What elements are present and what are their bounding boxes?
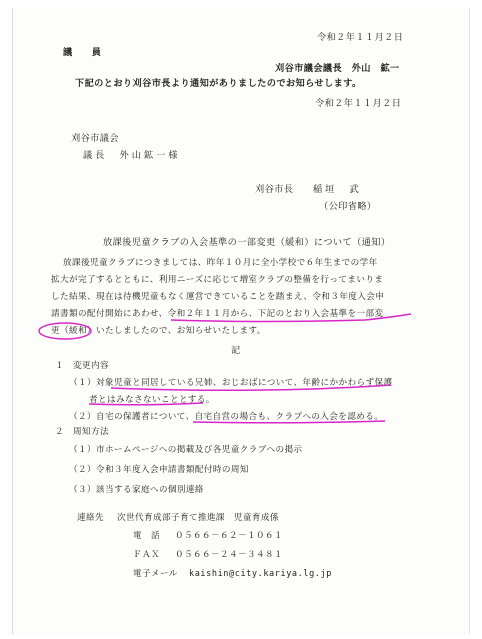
- body-line: 請書類の配付開始にあわせ、令和２年１１月から、下記のとおり入会基準を一部変: [51, 309, 384, 319]
- document-page: [12, 8, 470, 634]
- body-line: 放課後児童クラブにつきましては、昨年１０月に全小学校で６年生までの学年: [63, 258, 378, 268]
- highlight-circle: [39, 323, 91, 339]
- highlight-underline: [193, 421, 385, 423]
- method-item: （１）市ホームページへの掲載及び各児童クラブへの掲示: [69, 445, 303, 455]
- seal-note: （公印省略）: [319, 201, 377, 212]
- tel-label: 電 話: [133, 531, 160, 541]
- recipient-org: 刈谷市議会: [71, 133, 119, 144]
- body-line: した結果、現在は待機児童もなく運営できていることを踏まえ、令和３年度入会申: [51, 292, 385, 302]
- method-item: （３）該当する家庭への個別連絡: [69, 485, 204, 495]
- change-item: （２）自宅の保護者について、自宅自営の場合も、クラブへの入会を認める。: [69, 412, 384, 422]
- fax-label: ＦＡＸ: [133, 550, 160, 560]
- section1-title: １ 変更内容: [55, 361, 109, 371]
- highlight-marks: [13, 8, 469, 634]
- email-label: 電子メール: [133, 569, 178, 579]
- tel-number: ０５６６－６２－１０６１: [175, 531, 283, 541]
- change-item: 者とはみなさないこととする。: [89, 395, 215, 405]
- body-line: 拡大が完了するとともに、利用ニーズに応じて増室クラブの整備を行ってまいりま: [51, 275, 384, 285]
- highlight-underline: [111, 385, 391, 390]
- sender-name: 稲垣 武: [313, 184, 362, 195]
- section2-title: ２ 周知方法: [55, 427, 109, 437]
- body-line: 更（緩和）いたしましたので、お知らせいたします。: [51, 326, 266, 336]
- memo-sender: 刈谷市議会議長 外山 鉱一: [275, 63, 400, 74]
- method-item: （２）令和３年度入会申請書類配付時の周知: [69, 465, 249, 475]
- memo-notice: 下記のとおり刈谷市長より通知がありましたのでお知らせします。: [75, 78, 362, 89]
- fax-number: ０５６６－２４－３４８１: [175, 550, 283, 560]
- change-item: （１）対象児童と同居している兄姉、おじおばについて、年齢にかかわらず保護: [69, 378, 393, 388]
- letter-date: 令和２年１１月２日: [315, 98, 402, 109]
- highlight-underline: [89, 403, 203, 405]
- contact-label: 連絡先: [77, 513, 104, 523]
- contact-dept: 次世代育成部子育て推進課 児童育成係: [117, 513, 279, 523]
- ki-heading: 記: [231, 345, 241, 356]
- memo-addressee: 議 員: [63, 47, 102, 58]
- sender-title: 刈谷市長: [255, 184, 294, 195]
- memo-date: 令和２年１１月２日: [317, 32, 404, 43]
- highlight-underline: [171, 314, 411, 322]
- recipient-name: 議長 外山鉱一様: [83, 150, 181, 161]
- letter-subject: 放課後児童クラブの入会基準の一部変更（緩和）について（通知）: [103, 237, 391, 248]
- email-address: kaishin@city.kariya.lg.jp: [189, 569, 332, 579]
